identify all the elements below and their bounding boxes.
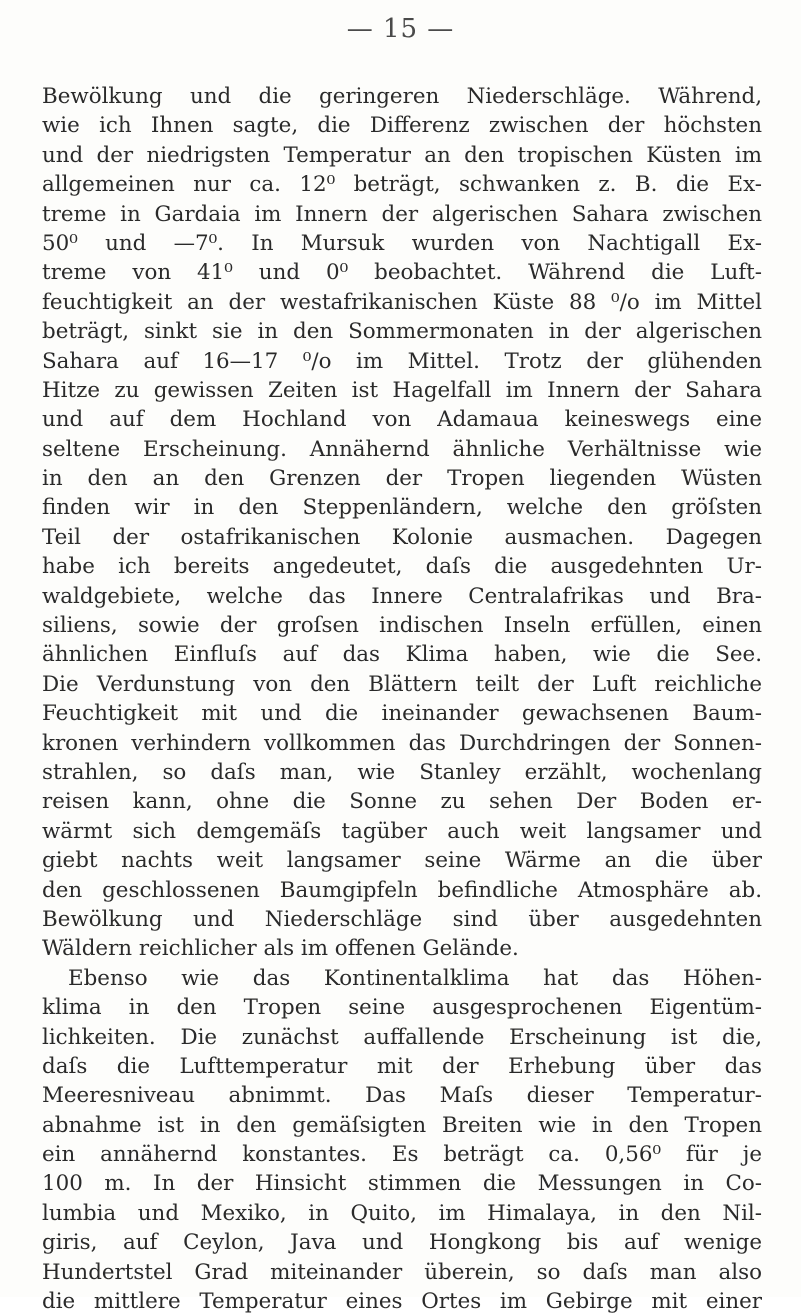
text-line-13: seltene Erscheinung. Annähernd ähnliche Verhältnisse wie	[42, 436, 762, 462]
text-line-37: ein annähernd konstantes. Es beträgt ca. 0,56⁰ für je	[42, 1142, 762, 1168]
text-line-5: treme in Gardaia im Innern der algerischen Sahara zwischen	[42, 201, 762, 227]
text-line-36: abnahme ist in den gemäſsigten Breiten wie in den Tropen	[42, 1112, 762, 1138]
text-line-6: 50⁰ und —7⁰. In Mursuk wurden von Nachtigall Ex-	[42, 230, 762, 256]
text-line-26: wärmt sich demgemäſs tagüber auch weit langsamer und	[42, 818, 762, 844]
text-line-20: ähnlichen Einfluſs auf das Klima haben, wie die See.	[42, 642, 762, 668]
text-line-19: siliens, sowie der groſsen indischen Inseln erfüllen, einen	[42, 613, 762, 639]
text-line-41: Hundertstel Grad miteinander überein, so daſs man also	[42, 1259, 762, 1285]
text-line-31: Ebenso wie das Kontinentalklima hat das Höhen-	[68, 965, 762, 991]
text-line-9: beträgt, sinkt sie in den Sommermonaten in der algerischen	[42, 319, 762, 345]
body-text	[42, 82, 762, 1316]
text-line-14: in den an den Grenzen der Tropen liegenden Wüsten	[42, 466, 762, 492]
text-line-1: Bewölkung und die geringeren Niederschläge. Während,	[42, 84, 762, 109]
text-line-4: allgemeinen nur ca. 12⁰ beträgt, schwanken z. B. die Ex-	[42, 172, 762, 198]
text-line-34: daſs die Lufttemperatur mit der Erhebung über das	[42, 1053, 762, 1079]
text-line-3: und der niedrigsten Temperatur an den tropischen Küsten im	[42, 142, 762, 168]
text-line-21: Die Verdunstung von den Blättern teilt der Luft reichliche	[42, 671, 762, 697]
text-line-8: feuchtigkeit an der westafrikanischen Küste 88 ⁰/o im Mittel	[42, 289, 762, 315]
text-line-35: Meeresniveau abnimmt. Das Maſs dieser Temperatur-	[42, 1083, 762, 1109]
text-line-27: giebt nachts weit langsamer seine Wärme an die über	[42, 848, 762, 874]
text-line-18: waldgebiete, welche das Innere Centralafrikas und Bra-	[42, 583, 762, 609]
page-number: — 15 —	[346, 14, 455, 44]
text-line-15: finden wir in den Steppenländern, welche den gröſsten	[42, 495, 762, 521]
text-line-12: und auf dem Hochland von Adamaua keineswegs eine	[42, 407, 762, 433]
text-line-33: lichkeiten. Die zunächst auffallende Erscheinung ist die,	[42, 1024, 762, 1050]
text-line-2: wie ich Ihnen sagte, die Differenz zwischen der höchsten	[42, 113, 762, 139]
text-line-32: klima in den Tropen seine ausgesprochenen Eigentüm-	[42, 995, 762, 1021]
text-line-22: Feuchtigkeit mit und die ineinander gewachsenen Baum-	[42, 701, 762, 727]
text-line-42: die mittlere Temperatur eines Ortes im Gebirge mit einer	[42, 1289, 762, 1315]
text-line-38: 100 m. In der Hinsicht stimmen die Messungen in Co-	[42, 1171, 762, 1197]
text-line-23: kronen verhindern vollkommen das Durchdringen der Sonnen-	[42, 730, 762, 756]
text-line-39: lumbia und Mexiko, in Quito, im Himalaya, in den Nil-	[42, 1200, 762, 1226]
text-line-7: treme von 41⁰ und 0⁰ beobachtet. Während die Luft-	[42, 260, 762, 286]
text-line-24: strahlen, so daſs man, wie Stanley erzählt, wochenlang	[42, 759, 762, 785]
text-line-11: Hitze zu gewissen Zeiten ist Hagelfall im Innern der Sahara	[42, 377, 762, 403]
text-line-16: Teil der ostafrikanischen Kolonie ausmachen. Dagegen	[42, 524, 762, 550]
text-line-30: Wäldern reichlicher als im offenen Gelände.	[42, 936, 519, 962]
text-line-10: Sahara auf 16—17 ⁰/o im Mittel. Trotz der glühenden	[42, 348, 762, 374]
text-line-40: giris, auf Ceylon, Java und Hongkong bis auf wenige	[42, 1230, 762, 1256]
text-line-29: Bewölkung und Niederschläge sind über ausgedehnten	[42, 906, 762, 932]
text-line-28: den geschlossenen Baumgipfeln befindliche Atmosphäre ab.	[42, 877, 762, 903]
text-line-17: habe ich bereits angedeutet, daſs die ausgedehnten Ur-	[42, 554, 762, 580]
text-line-25: reisen kann, ohne die Sonne zu sehen Der Boden er-	[42, 789, 762, 815]
